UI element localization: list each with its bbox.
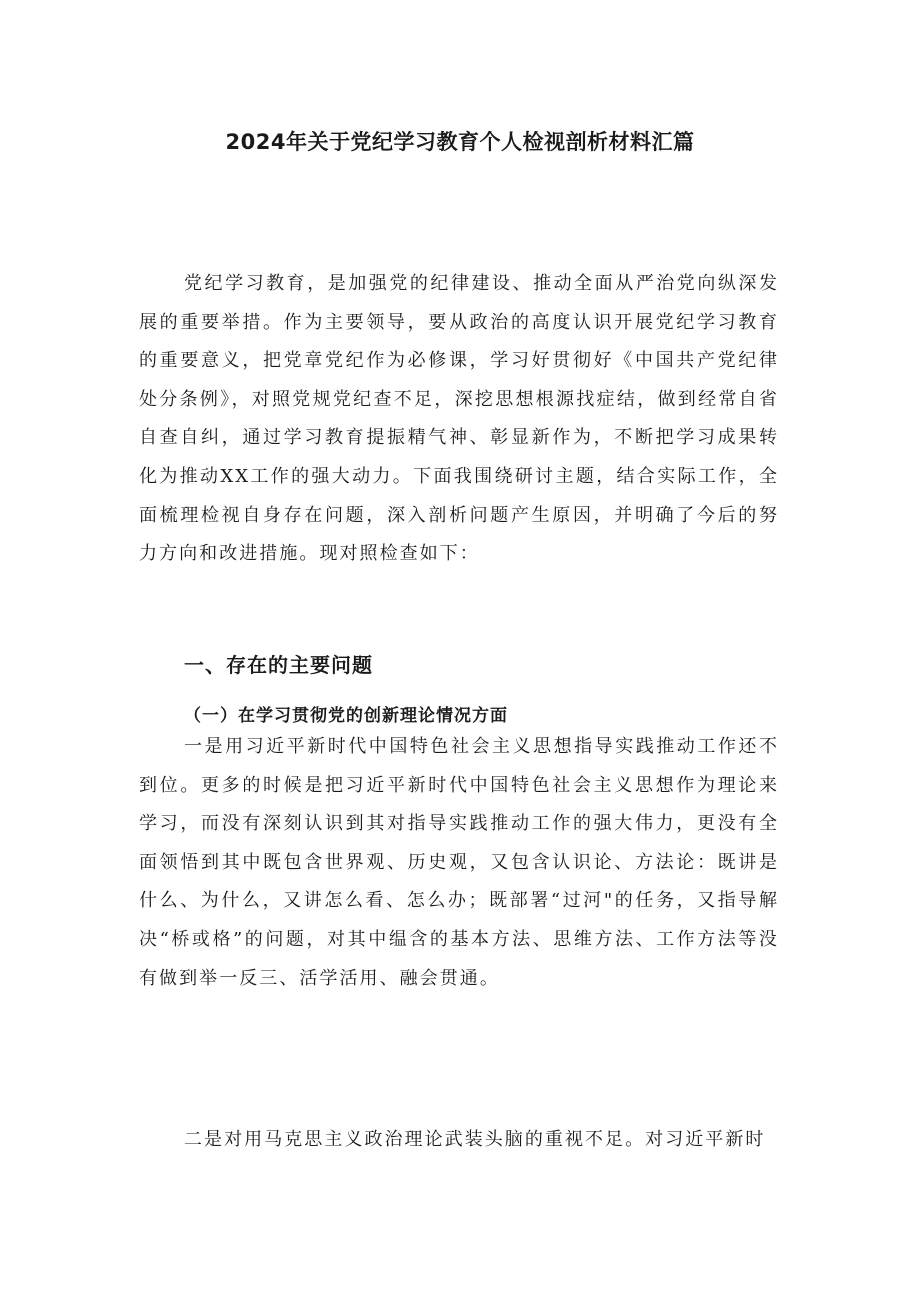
intro-paragraph: 党纪学习教育，是加强党的纪律建设、推动全面从严治党向纵深发展的重要举措。作为主要领导，要从政治的高度认识开展党纪学习教育的重要意义，把党章党纪作为必修课，学习好贯彻好《中国共产党纪律处分条例》，对照党规党纪查不足，深挖思想根源找症结，做到经常自省自查自纠，通过学习教育提振精气神、彰显新作为，不断把学习成果转化为推动XX工作的强大动力。下面我围绕研讨主题，结合实际工作，全面梳理检视自身存在问题，深入剖析问题产生原因，并明确了今后的努力方向和改进措施。现对照检查如下： — [139, 273, 779, 565]
document-title: 2024年关于党纪学习教育个人检视剖析材料汇篇 — [225, 130, 695, 154]
point-two-paragraph: 二是对用马克思主义政治理论武装头脑的重视不足。对习近平新时 — [184, 1129, 766, 1150]
point-one-paragraph: 一是用习近平新时代中国特色社会主义思想指导实践推动工作还不到位。更多的时候是把习近平新时代中国特色社会主义思想作为理论来学习，而没有深刻认识到其对指导实践推动工作的强大伟力，更没有全面领悟到其中既包含世界观、历史观，又包含认识论、方法论：既讲是什么、为什么，又讲怎么看、怎么办；既部署“过河"的任务，又指导解决“桥或格”的问题，对其中缊含的基本方法、思维方法、工作方法等没有做到举一反三、活学活用、融会贯通。 — [139, 736, 779, 989]
section-heading: 一、存在的主要问题 — [184, 653, 373, 677]
subsection-heading: （一）在学习贯彻党的创新理论情况方面 — [184, 706, 508, 726]
